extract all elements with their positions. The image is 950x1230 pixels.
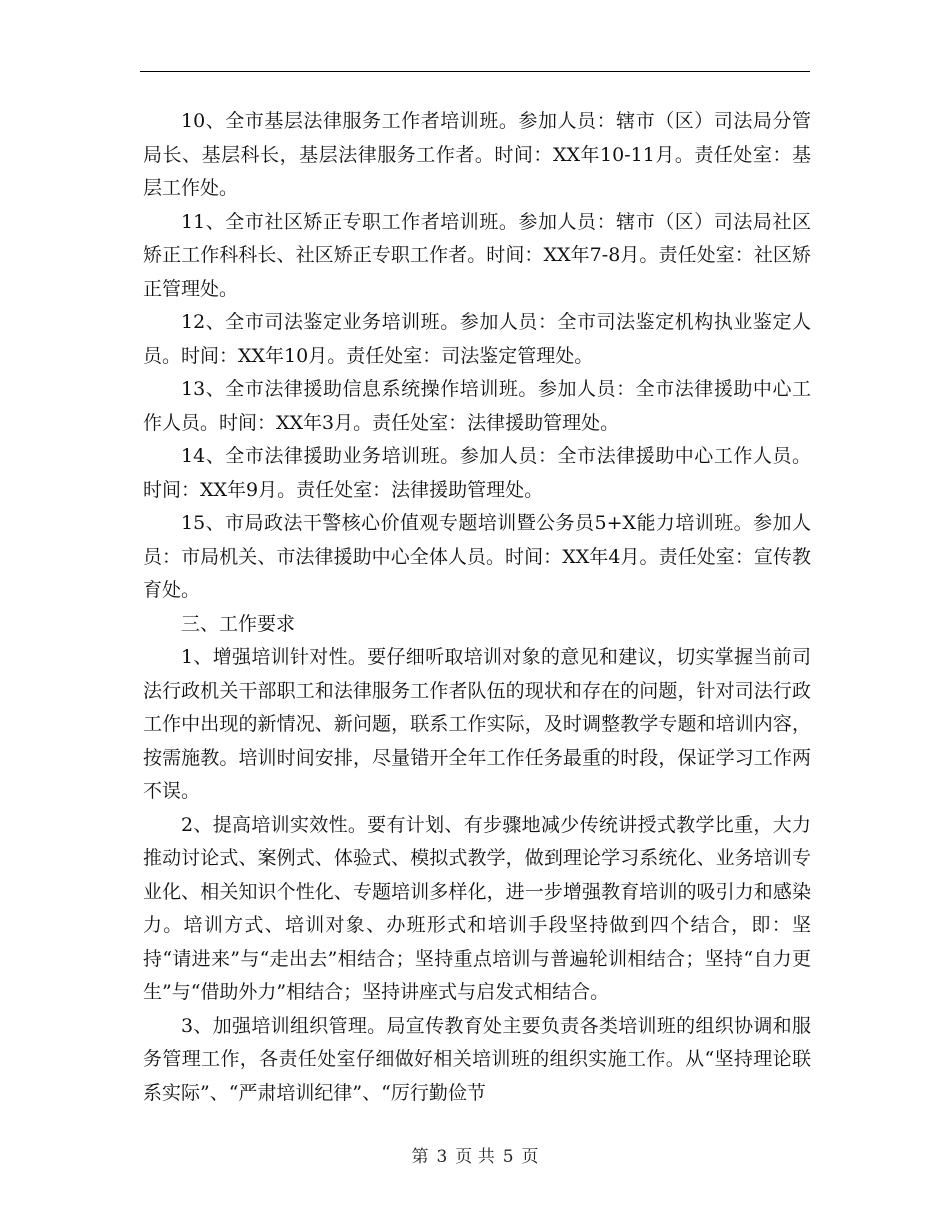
- paragraph-requirement-1: 1、增强培训针对性。要仔细听取培训对象的意见和建议，切实掌握当前司法行政机关干部职工和法律服务工作者队伍的现状和存在的问题，针对司法行政工作中出现的新情况、新问题，联系工作实际，及时调整教学专题和培训内容，按需施教。培训时间安排，尽量错开全年工作任务最重的时段，保证学习工作两不误。: [143, 646, 811, 802]
- header-rule: [140, 71, 810, 72]
- footer-total-pages: 5: [502, 1147, 514, 1167]
- paragraph-requirement-2: 2、提高培训实效性。要有计划、有步骤地减少传统讲授式教学比重，大力推动讨论式、案例式、体验式、模拟式教学，做到理论学习系统化、业务培训专业化、相关知识个性化、专题培训多样化，进一步增强教育培训的吸引力和感染力。培训方式、培训对象、办班形式和培训手段坚持做到四个结合，即：坚持“请进来”与“走出去”相结合；坚持重点培训与普遍轮训相结合；坚持“自力更生”与“借助外力”相结合；坚持讲座式与启发式相结合。: [143, 813, 811, 1003]
- paragraph-item-15: 15、市局政法干警核心价值观专题培训暨公务员5+X能力培训班。参加人员：市局机关、市法律援助中心全体人员。时间：XX年4月。责任处室：宣传教育处。: [143, 512, 811, 601]
- paragraph-item-14: 14、全市法律援助业务培训班。参加人员：全市法律援助中心工作人员。时间：XX年9月。责任处室：法律援助管理处。: [143, 445, 811, 501]
- paragraph-item-13: 13、全市法律援助信息系统操作培训班。参加人员：全市法律援助中心工作人员。时间：XX年3月。责任处室：法律援助管理处。: [143, 378, 811, 434]
- footer-label-page: 第: [411, 1147, 429, 1167]
- paragraph-item-12: 12、全市司法鉴定业务培训班。参加人员：全市司法鉴定机构执业鉴定人员。时间：XX年10月。责任处室：司法鉴定管理处。: [143, 311, 811, 367]
- page-footer: [0, 1145, 950, 1169]
- paragraph-item-10: 10、全市基层法律服务工作者培训班。参加人员：辖市（区）司法局分管局长、基层科长，基层法律服务工作者。时间：XX年10-11月。责任处室：基层工作处。: [143, 110, 811, 199]
- paragraph-requirement-3: 3、加强培训组织管理。局宣传教育处主要负责各类培训班的组织协调和服务管理工作，各责任处室仔细做好相关培训班的组织实施工作。从“坚持理论联系实际”、“严肃培训纪律”、“厉行勤俭节: [143, 1014, 811, 1104]
- footer-label-of: 页 共: [455, 1147, 495, 1167]
- section-heading-work-requirements: 三、工作要求: [181, 612, 296, 635]
- document-body: [143, 105, 811, 1110]
- footer-current-page: 3: [436, 1147, 448, 1167]
- paragraph-item-11: 11、全市社区矫正专职工作者培训班。参加人员：辖市（区）司法局社区矫正工作科科长、社区矫正专职工作者。时间：XX年7-8月。责任处室：社区矫正管理处。: [143, 210, 811, 300]
- footer-label-end: 页: [521, 1147, 539, 1167]
